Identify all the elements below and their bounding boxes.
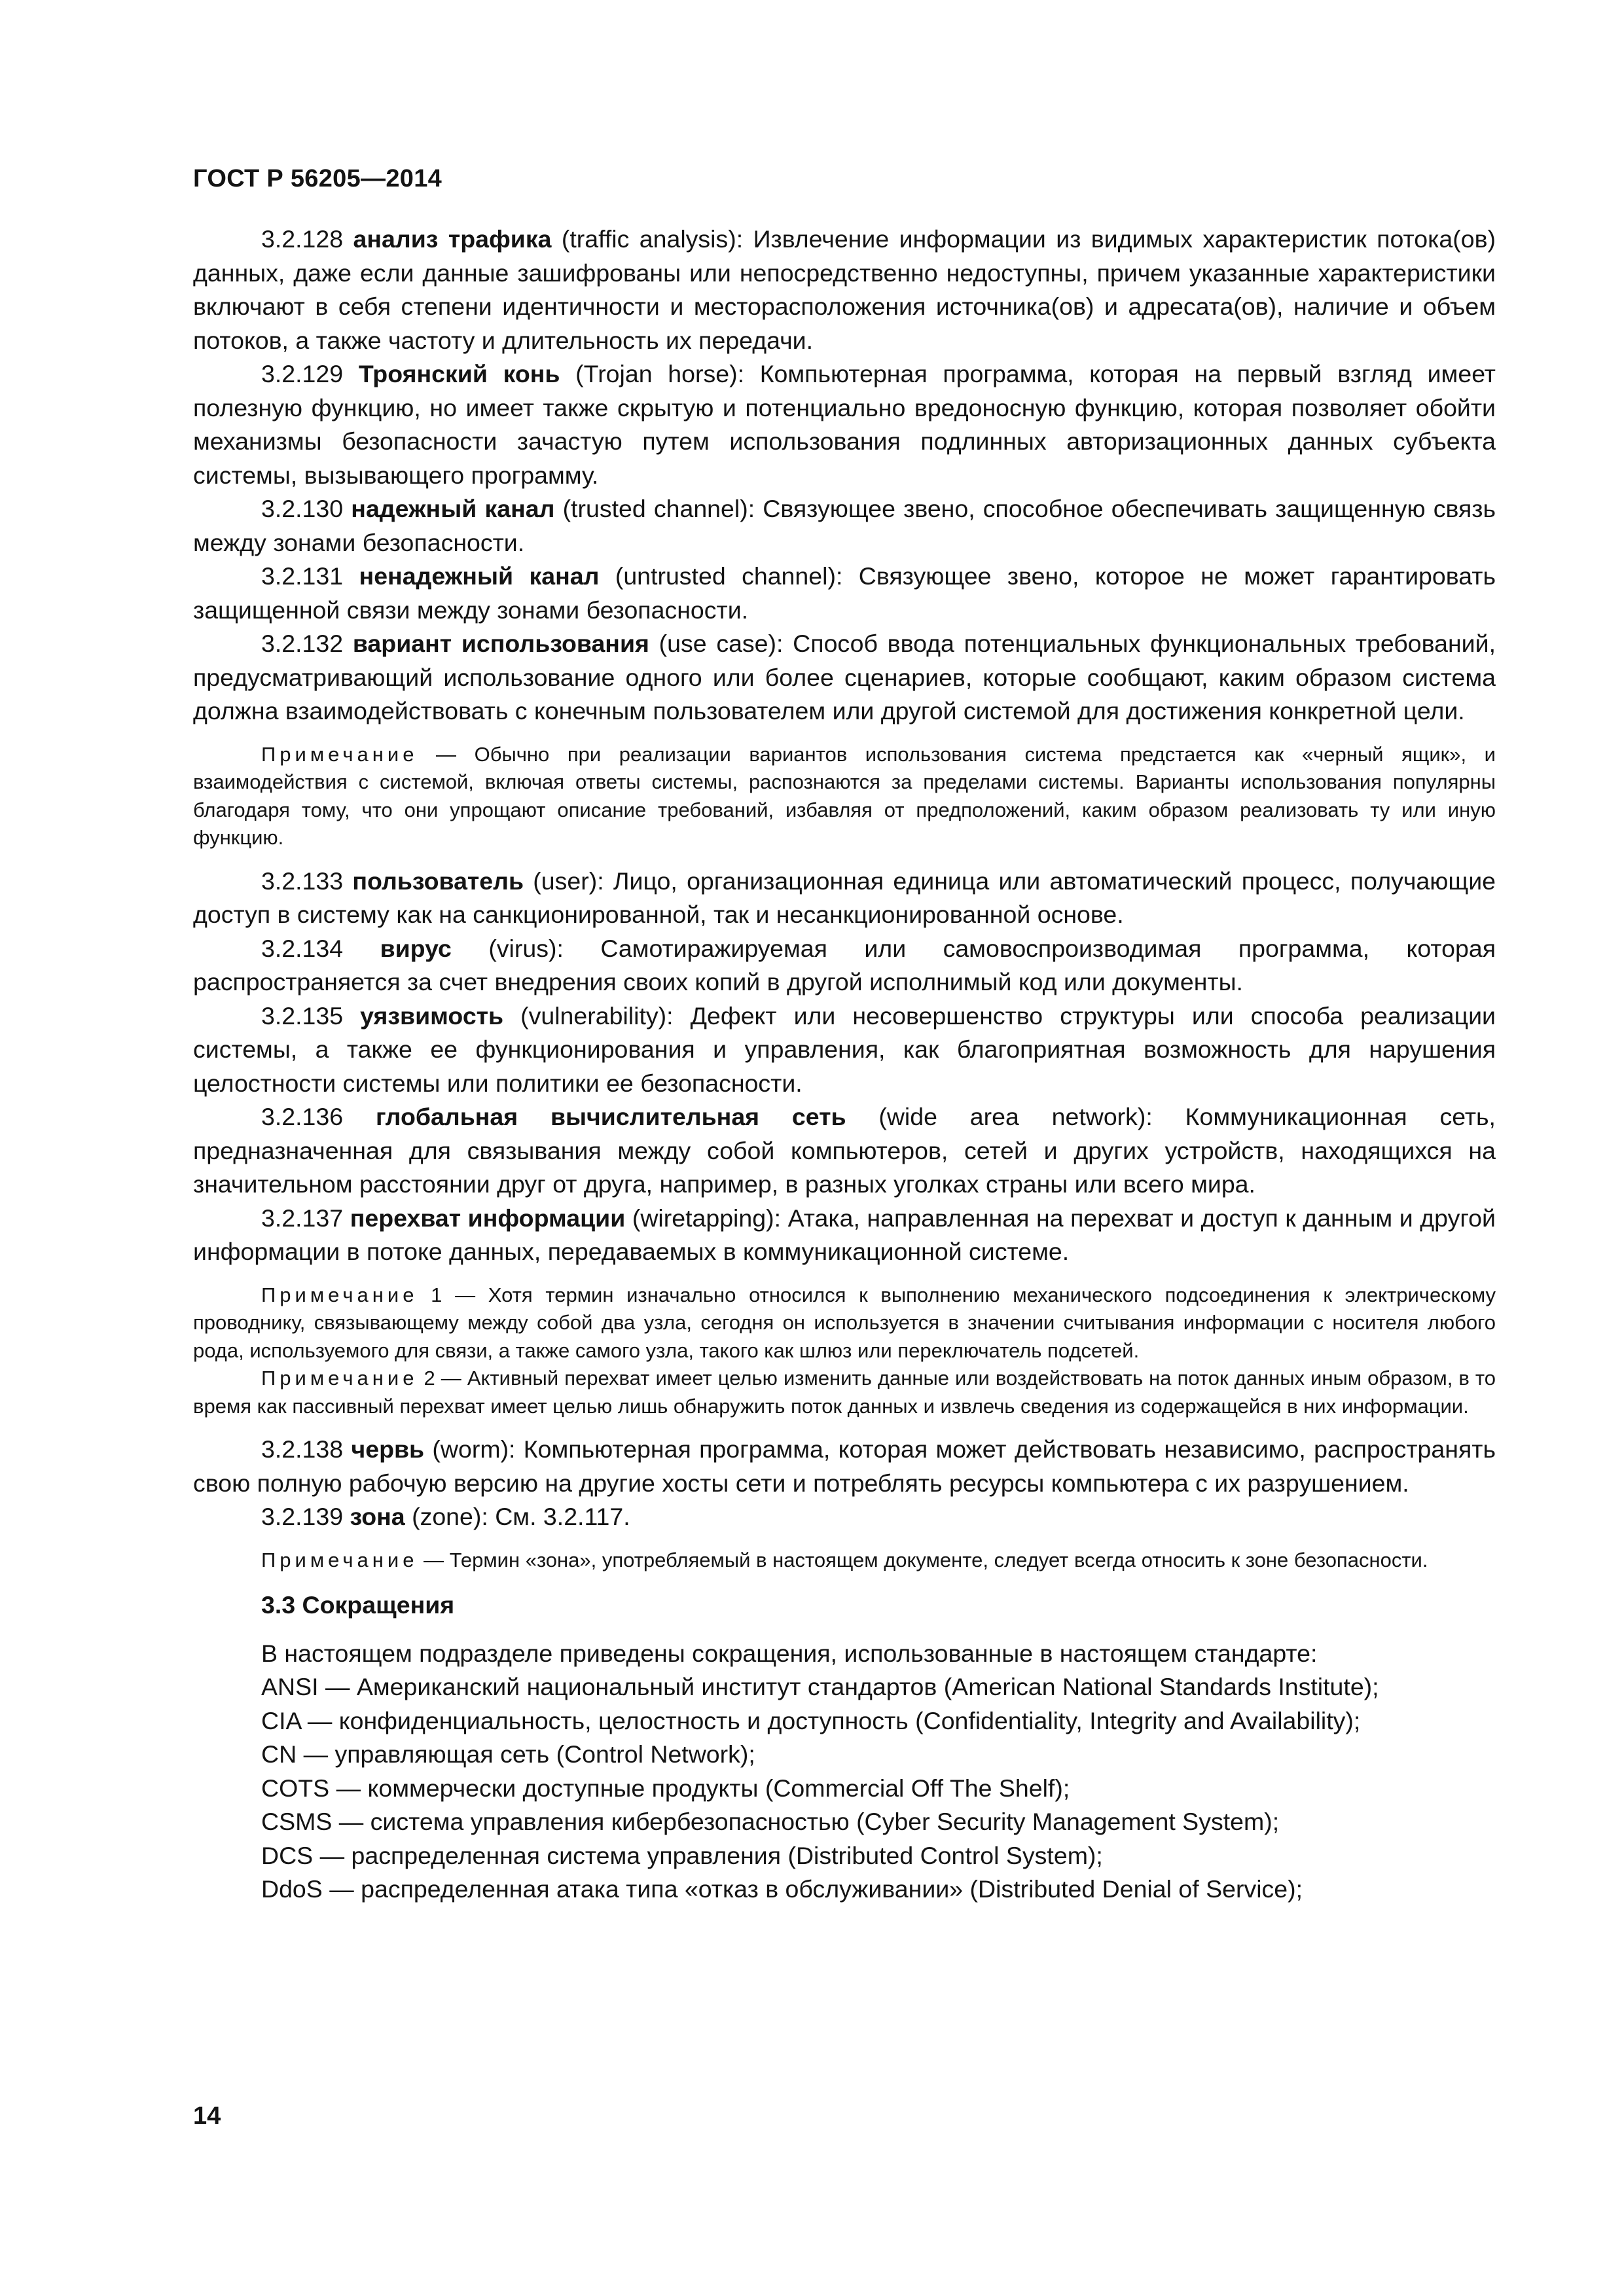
term-name: вирус bbox=[380, 934, 452, 962]
note-text: 1 — Хотя термин изначально относился к выполнению механического подсоединения к электрическому проводнику, связывающему между собой два узла, сегодня он используется в значении считывания информации с носителя любого рода, используемого для связи, а также самого узла, такого как шлюз или переключатель подсетей. bbox=[193, 1283, 1496, 1362]
term-name: ненадежный канал bbox=[359, 562, 600, 590]
term-name: перехват информации bbox=[350, 1204, 626, 1232]
note-text: 2 — Активный перехват имеет целью изменить данные или воздействовать на поток данных иным образом, в то время как пассивный перехват имеет целью лишь обнаружить поток данных и извлечь сведения из содержащейся в них информации. bbox=[193, 1367, 1496, 1418]
term-entry bbox=[193, 1100, 1496, 1202]
term-definition: (wiretapping): Атака, направленная на перехват и доступ к данным и другой информации в потоке данных, передаваемых в коммуникационной системе. bbox=[193, 1204, 1496, 1265]
term-number: 3.2.129 bbox=[261, 360, 344, 387]
term-number: 3.2.138 bbox=[261, 1435, 344, 1463]
note-label: Примечание bbox=[261, 1548, 418, 1571]
term-definition: (zone): См. 3.2.117. bbox=[405, 1503, 630, 1530]
note bbox=[193, 741, 1496, 852]
note-label: Примечание bbox=[261, 1367, 418, 1390]
term-number: 3.2.134 bbox=[261, 934, 344, 962]
term-name: вариант использования bbox=[352, 630, 649, 657]
term-definition: (use case): Способ ввода потенциальных функциональных требований, предусматривающий использование одного или более сценариев, которые сообщают, каким образом система должна взаимодействовать с конечным пользователем или другой системой для достижения конкретной цели. bbox=[193, 630, 1496, 725]
abbreviation-item: COTS — коммерчески доступные продукты (Commercial Off The Shelf); bbox=[261, 1774, 1070, 1802]
term-number: 3.2.133 bbox=[261, 867, 344, 895]
term-definition: (untrusted channel): Связующее звено, которое не может гарантировать защищенной связи между зонами безопасности. bbox=[193, 562, 1496, 624]
term-name: Троянский конь bbox=[358, 360, 560, 387]
term-definition: (traffic analysis): Извлечение информации из видимых характеристик потока(ов) данных, даже если данные зашифрованы или непосредственно недоступны, причем указанные характеристики включают в себя степени идентичности и месторасположения источника(ов) и адресата(ов), наличие и объем потоков, а также частоту и длительность их передачи. bbox=[193, 225, 1496, 354]
section-intro: В настоящем подразделе приведены сокращения, использованные в настоящем стандарте: bbox=[261, 1639, 1318, 1667]
abbreviation-item: CIA — конфиденциальность, целостность и доступность (Confidentiality, Integrity and Availability); bbox=[261, 1706, 1361, 1734]
term-definition: (virus): Самотиражируемая или самовоспроизводимая программа, которая распространяется за счет внедрения своих копий в другой исполнимый код или документы. bbox=[193, 934, 1496, 996]
note-label: Примечание bbox=[261, 742, 418, 766]
note-text: — Обычно при реализации вариантов использования система предстается как «черный ящик», и взаимодействия с системой, включая ответы системы, распознаются за пределами системы. Варианты использования популярны благодаря тому, что они упрощают описание требований, избавляя от предположений, каким образом реализовать ту или иную функцию. bbox=[193, 742, 1496, 849]
term-definition: (worm): Компьютерная программа, которая может действовать независимо, распространять свою полную рабочую версию на другие хосты сети и потреблять ресурсы компьютера с их разрушением. bbox=[193, 1435, 1496, 1497]
term-number: 3.2.132 bbox=[261, 630, 344, 657]
note bbox=[193, 1365, 1496, 1420]
document-body bbox=[193, 223, 1496, 1907]
term-number: 3.2.136 bbox=[261, 1103, 344, 1130]
term-definition: (trusted channel): Связующее звено, способное обеспечивать защищенную связь между зонами безопасности. bbox=[193, 495, 1496, 556]
page-number: 14 bbox=[193, 2102, 221, 2130]
term-definition: (wide area network): Коммуникационная сеть, предназначенная для связывания между собой компьютеров, сетей и других устройств, находящихся на значительном расстоянии друг от друга, например, в разных уголках страны или всего мира. bbox=[193, 1103, 1496, 1198]
term-entry bbox=[193, 1433, 1496, 1500]
note bbox=[193, 1547, 1496, 1575]
abbreviation-item: DdoS — распределенная атака типа «отказ в обслуживании» (Distributed Denial of Service); bbox=[261, 1875, 1303, 1903]
term-name: уязвимость bbox=[360, 1001, 504, 1030]
document-header: ГОСТ Р 56205—2014 bbox=[193, 165, 442, 192]
term-name: анализ трафика bbox=[353, 225, 552, 253]
term-name: червь bbox=[351, 1435, 425, 1463]
term-entry bbox=[193, 560, 1496, 627]
term-entry bbox=[193, 1500, 1496, 1534]
abbreviation-item: ANSI — Американский национальный институт стандартов (American National Standards Institute); bbox=[261, 1673, 1379, 1700]
term-definition: (vulnerability): Дефект или несовершенство структуры или способа реализации системы, а также ее функционирования и управления, как благоприятная возможность для нарушения целостности системы или политики ее безопасности. bbox=[193, 1001, 1496, 1097]
term-number: 3.2.137 bbox=[261, 1204, 344, 1232]
term-name: зона bbox=[350, 1503, 405, 1530]
term-definition: (Trojan horse): Компьютерная программа, которая на первый взгляд имеет полезную функцию, но имеет также скрытую и потенциально вредоносную функцию, которая позволяет обойти механизмы безопасности зачастую путем использования подлинных авторизационных данных субъекта системы, вызывающего программу. bbox=[193, 360, 1496, 489]
term-number: 3.2.135 bbox=[261, 1001, 344, 1030]
term-entry bbox=[193, 1202, 1496, 1269]
term-entry bbox=[193, 627, 1496, 728]
term-entry bbox=[193, 223, 1496, 357]
term-number: 3.2.130 bbox=[261, 495, 344, 522]
term-number: 3.2.139 bbox=[261, 1503, 344, 1530]
note-label: Примечание bbox=[261, 1283, 418, 1306]
term-name: надежный канал bbox=[351, 495, 555, 522]
term-entry bbox=[193, 932, 1496, 999]
note bbox=[193, 1282, 1496, 1365]
term-definition: (user): Лицо, организационная единица или автоматический процесс, получающие доступ в систему как на санкционированной, так и несанкционированной основе. bbox=[193, 867, 1496, 928]
term-number: 3.2.128 bbox=[261, 225, 344, 253]
note-text: — Термин «зона», употребляемый в настоящем документе, следует всегда относить к зоне безопасности. bbox=[418, 1548, 1428, 1571]
term-entry bbox=[193, 357, 1496, 492]
abbreviation-item: DCS — распределенная система управления (Distributed Control System); bbox=[261, 1841, 1103, 1869]
term-entry bbox=[193, 492, 1496, 560]
term-entry bbox=[193, 865, 1496, 932]
section-title: 3.3 Сокращения bbox=[261, 1591, 455, 1619]
term-entry bbox=[193, 999, 1496, 1101]
term-name: пользователь bbox=[352, 867, 524, 895]
term-number: 3.2.131 bbox=[261, 562, 344, 590]
abbreviation-item: CSMS — система управления кибербезопасностью (Cyber Security Management System); bbox=[261, 1808, 1280, 1835]
term-name: глобальная вычислительная сеть bbox=[375, 1103, 846, 1130]
abbreviation-item: CN — управляющая сеть (Control Network); bbox=[261, 1740, 755, 1768]
